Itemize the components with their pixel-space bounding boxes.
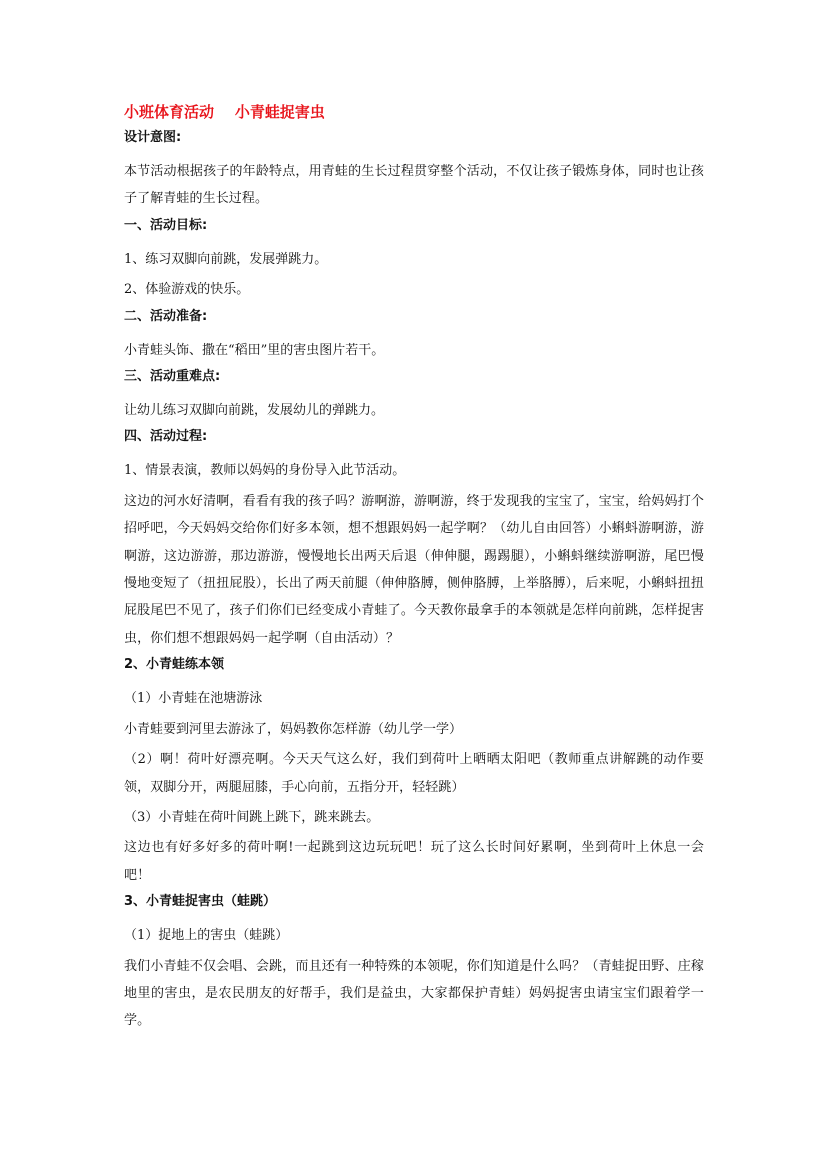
step-1-paragraph: 这边的河水好清啊，看看有我的孩子吗？游啊游，游啊游，终于发现我的宝宝了，宝宝，给妈妈打个招呼吧，今天妈妈交给你们好多本领，想不想跟妈妈一起学啊？（幼儿自由回答）小蝌蚪游啊游，游啊游，这边游游，那边游游，慢慢地长出两天后退（伸伸腿，踢踢腿），小蝌蚪继续游啊游，尾巴慢慢地变短了（扭扭屁股），长出了两天前腿（伸伸胳膊，侧伸胳膊，上举胳膊），后来呢，小蝌蚪扭扭屁股尾巴不见了，孩子们你们已经变成小青蛙了。今天教你最拿手的本领就是怎样向前跳，怎样捉害虫，你们想不想跟妈妈一起学啊（自由活动）？ (124, 493, 704, 646)
step-3-sub1: （1）捉地上的害虫（蛙跳） (124, 928, 289, 944)
goal-item-2: 2、体验游戏的快乐。 (124, 282, 250, 298)
document-title: 小班体育活动 小青蛙捉害虫 (124, 103, 325, 121)
step-3-sub1-paragraph: 我们小青蛙不仅会唱、会跳，而且还有一种特殊的本领呢，你们知道是什么吗？（青蛙捉田野、庄稼地里的害虫，是农民朋友的好帮手，我们是益虫，大家都保护青蛙）妈妈捉害虫请宝宝们跟着学一学。 (124, 958, 704, 1029)
goal-item-1: 1、练习双脚向前跳，发展弹跳力。 (124, 251, 328, 267)
key-points-heading: 三、活动重难点: (124, 369, 221, 385)
step-2-sub1: （1）小青蛙在池塘游泳 (124, 691, 263, 707)
key-points-paragraph: 让幼儿练习双脚向前跳，发展幼儿的弹跳力。 (124, 403, 385, 419)
step-2-sub3: （3）小青蛙在荷叶间跳上跳下，跳来跳去。 (124, 809, 380, 825)
step-3-heading: 3、小青蛙捉害虫（蛙跳） (124, 894, 277, 910)
process-heading: 四、活动过程: (124, 429, 208, 445)
design-paragraph: 本节活动根据孩子的年龄特点，用青蛙的生长过程贯穿整个活动，不仅让孩子锻炼身体，同时也让孩子了解青蛙的生长过程。 (124, 164, 704, 207)
step-1-label: 1、情景表演，教师以妈妈的身份导入此节活动。 (124, 463, 406, 479)
goals-heading: 一、活动目标: (124, 217, 208, 233)
prep-paragraph: 小青蛙头饰、撒在“稻田”里的害虫图片若干。 (124, 342, 385, 358)
step-2-heading: 2、小青蛙练本领 (124, 657, 225, 673)
step-2-sub3-paragraph: 这边也有好多好多的荷叶啊!一起跳到这边玩玩吧！玩了这么长时间好累啊，坐到荷叶上休息一会吧！ (124, 840, 704, 883)
prep-heading: 二、活动准备: (124, 308, 208, 324)
step-2-sub2-paragraph: （2）啊！荷叶好漂亮啊。今天天气这么好，我们到荷叶上晒晒太阳吧（教师重点讲解跳的动作要领，双脚分开，两腿屈膝，手心向前，五指分开，轻轻跳） (124, 752, 704, 795)
document-page (124, 102, 704, 1038)
step-2-sub1-paragraph: 小青蛙要到河里去游泳了，妈妈教你怎样游（幼儿学一学） (124, 721, 463, 737)
design-heading: 设计意图: (124, 130, 182, 145)
